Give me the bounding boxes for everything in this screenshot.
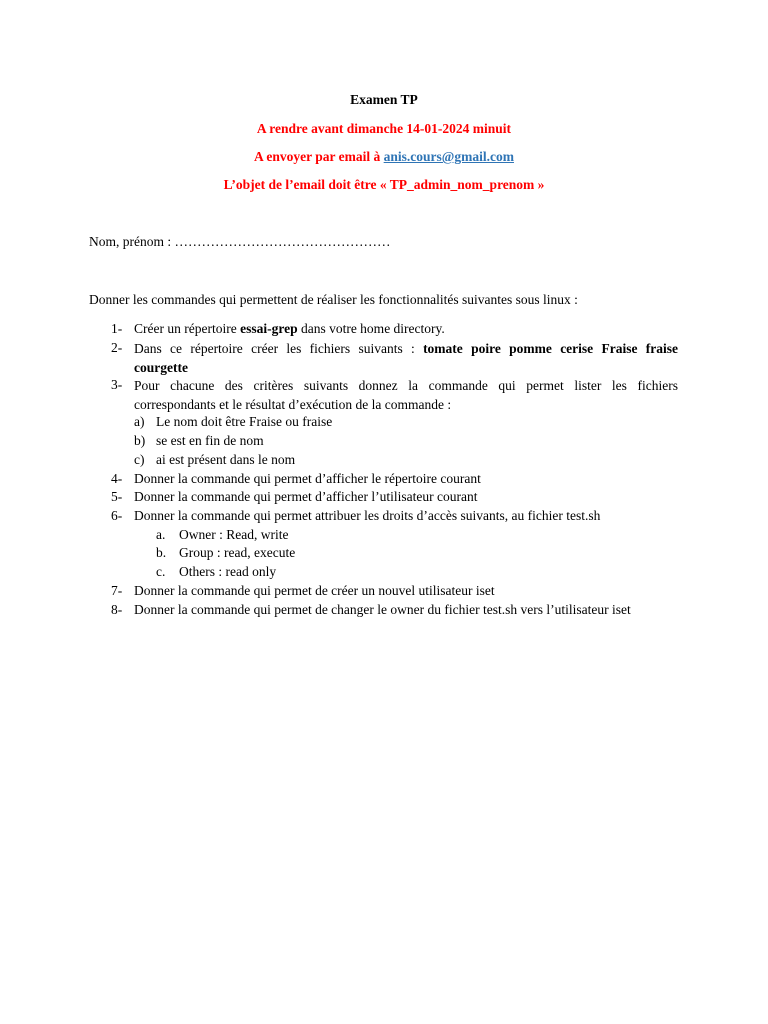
- item-3a-text: Le nom doit être Fraise ou fraise: [156, 414, 333, 429]
- item-6b-text: Group : read, execute: [179, 545, 296, 560]
- name-field-line: Nom, prénom : …………………………………………: [89, 234, 391, 249]
- item-6b-letter: b.: [156, 545, 167, 560]
- item-8-number: 8-: [111, 602, 123, 617]
- deadline-text: A rendre avant dimanche 14-01-2024 minuit: [256, 121, 512, 136]
- item-3b-letter: b): [134, 433, 146, 448]
- item-2-text: Dans ce répertoire créer les fichiers suivants :: [134, 341, 424, 356]
- item-4-number: 4-: [111, 471, 123, 486]
- email-link[interactable]: anis.cours@gmail.com: [383, 149, 514, 164]
- item-3-line-1: Pour chacune des critères suivants donnez la commande qui permet lister les fichiers: [134, 378, 678, 393]
- item-5-number: 5-: [111, 489, 123, 504]
- item-6a-text: Owner : Read, write: [179, 527, 289, 542]
- item-2-line-1: [134, 340, 678, 359]
- item-3b-text: se est en fin de nom: [156, 433, 264, 448]
- email-subject-instruction: L’objet de l’email doit être « TP_admin_nom_prenom »: [223, 177, 545, 192]
- item-3c-letter: c): [134, 452, 145, 467]
- item-1-number: 1-: [111, 321, 123, 336]
- item-1-dir-name: essai-grep: [240, 321, 298, 336]
- item-1-text-post: dans votre home directory.: [297, 321, 445, 336]
- item-8-text: Donner la commande qui permet de changer le owner du fichier test.sh vers l’utilisateur iset: [134, 602, 631, 617]
- item-3-line-2: correspondants et le résultat d’exécution de la commande :: [134, 396, 452, 412]
- send-instruction: [0, 149, 768, 165]
- item-2: [134, 340, 678, 377]
- send-prefix: A envoyer par email à: [254, 149, 384, 164]
- item-3c-text: ai est présent dans le nom: [156, 452, 296, 467]
- item-6-text: Donner la commande qui permet attribuer les droits d’accès suivants, au fichier test.sh: [134, 508, 601, 523]
- item-6c-letter: c.: [156, 564, 166, 579]
- item-7-text: Donner la commande qui permet de créer un nouvel utilisateur iset: [134, 583, 495, 598]
- item-2-number: 2-: [111, 340, 123, 355]
- item-1: [134, 321, 678, 337]
- item-4-text: Donner la commande qui permet d’afficher le répertoire courant: [134, 471, 481, 486]
- item-3a-letter: a): [134, 414, 145, 429]
- item-7-number: 7-: [111, 583, 123, 598]
- item-2-file-list: tomate poire pomme cerise Fraise fraise: [423, 341, 678, 356]
- item-3-number: 3-: [111, 377, 123, 392]
- item-3: [134, 377, 678, 414]
- item-6a-letter: a.: [156, 527, 166, 542]
- item-5-text: Donner la commande qui permet d’afficher l’utilisateur courant: [134, 489, 478, 504]
- exam-title: Examen TP: [350, 92, 418, 107]
- instructions-intro: Donner les commandes qui permettent de réaliser les fonctionnalités suivantes sous linux :: [89, 292, 578, 307]
- item-6c-text: Others : read only: [179, 564, 277, 579]
- item-1-text-pre: Créer un répertoire: [134, 321, 241, 336]
- item-2-file-list-cont: courgette: [134, 359, 188, 375]
- item-6-number: 6-: [111, 508, 123, 523]
